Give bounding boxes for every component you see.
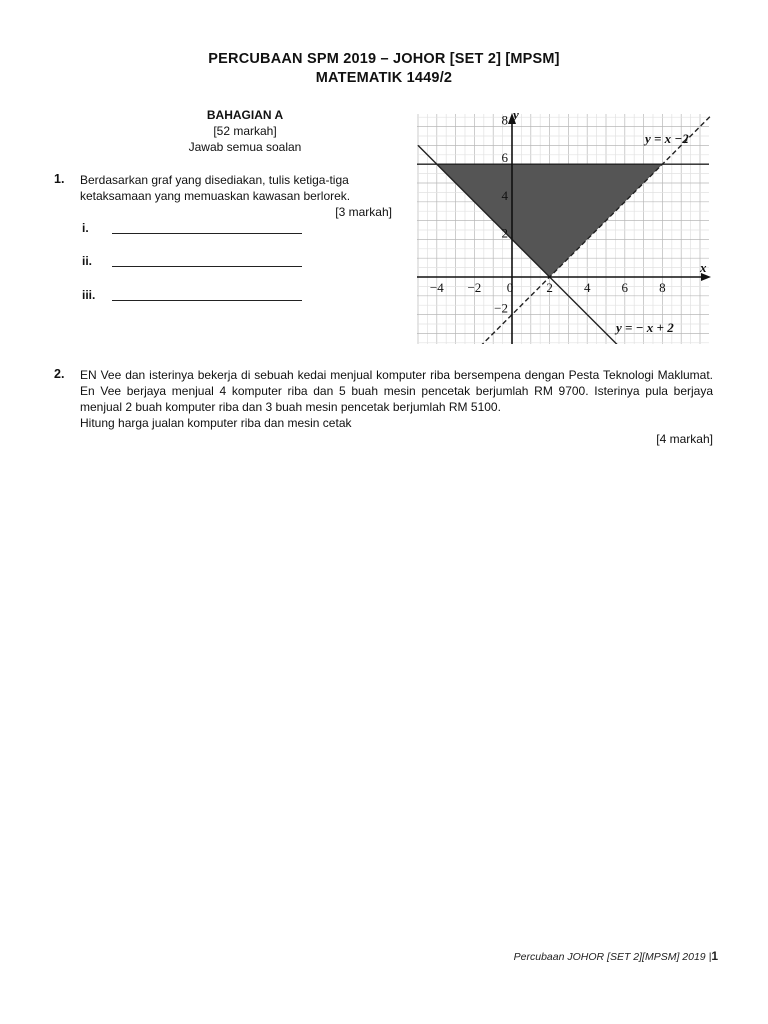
x-tick-label: 0 [506,280,514,295]
answer-line-iii[interactable] [112,300,302,301]
solid-line-label: y = − x + 2 [616,320,674,335]
question-2-marks: [4 markah] [656,432,713,446]
y-tick-label: 2 [501,225,508,241]
x-tick-label: −4 [429,280,444,295]
x-tick-label: 4 [583,280,591,295]
inequality-graph [405,108,711,344]
question-1-text: Berdasarkan graf yang disediakan, tulis ketiga-tiga ketaksamaan yang memuaskan kawasan berlorek. [80,173,351,203]
answer-line-ii[interactable] [112,266,302,267]
question-2-number: 2. [54,367,65,381]
question-2-body: EN Vee dan isterinya bekerja di sebuah kedai menjual komputer riba bersempena dengan Pesta Teknologi Maklumat. En Vee berjaya menjual 4 komputer riba dan 5 buah mesin pencetak berjumlah RM 9700. Isterinya pula berjaya menjual 2 buah komputer riba dan 3 buah mesin pencetak berjumlah RM 5100. [80,368,713,414]
page-title: PERCUBAAN SPM 2019 – JOHOR [SET 2] [MPSM] [208,51,560,67]
question-2-task: Hitung harga jualan komputer riba dan mesin cetak [80,416,352,430]
x-axis-label: x [700,260,707,275]
page-number: 1 [711,949,718,963]
page-footer [514,949,718,963]
section-name: BAHAGIAN A [206,108,284,122]
y-axis-label: y [513,108,519,122]
answer-label-iii: iii. [82,288,96,302]
dashed-line-label: y = x −2 [645,131,689,146]
x-tick-label: 6 [621,280,629,295]
footer-separator: | [708,951,712,963]
section-marks: [52 markah] [213,124,277,138]
y-tick-label: −2 [494,300,508,316]
footer-text: Percubaan JOHOR [SET 2][MPSM] 2019 [513,951,706,963]
question-1-marks: [3 markah] [335,205,392,219]
y-tick-label: 8 [501,112,508,128]
x-tick-label: −2 [467,280,482,295]
x-tick-label: 8 [659,280,666,295]
answer-label-i: i. [82,221,89,235]
y-tick-label: 6 [501,150,508,166]
subject-title: MATEMATIK 1449/2 [315,70,453,86]
answer-line-i[interactable] [112,233,302,234]
question-2-text [80,367,713,431]
answer-label-ii: ii. [82,254,93,268]
section-instruction: Jawab semua soalan [188,140,302,154]
x-tick-label: 2 [546,280,553,295]
question-1-number: 1. [54,172,65,186]
y-tick-label: 4 [501,187,508,203]
